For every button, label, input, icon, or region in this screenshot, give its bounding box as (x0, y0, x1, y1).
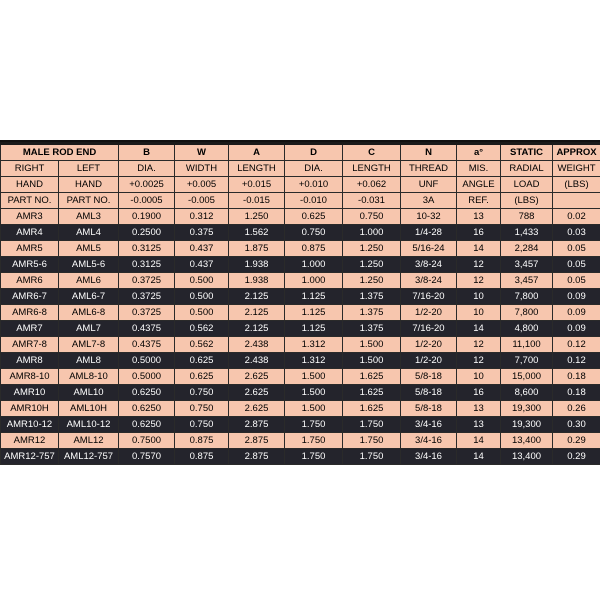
table-cell: 1.000 (343, 225, 401, 241)
header-cell: (LBS) (501, 193, 553, 209)
table-cell: 0.3125 (119, 257, 175, 273)
header-cell: LENGTH (343, 161, 401, 177)
table-cell: 0.30 (553, 417, 600, 433)
table-cell: 1.000 (285, 257, 343, 273)
table-cell: 0.875 (175, 433, 229, 449)
table-cell: 16 (457, 385, 501, 401)
table-cell: 1.750 (343, 449, 401, 465)
header-cell: -0.015 (229, 193, 285, 209)
header-row-2 (1, 161, 600, 177)
table-row (1, 321, 600, 337)
table-cell: 0.562 (175, 321, 229, 337)
table-cell: 1/4-28 (401, 225, 457, 241)
table-cell: 0.625 (175, 369, 229, 385)
left-hand-part-no: AML5-6 (59, 257, 119, 273)
table-cell: 1.938 (229, 273, 285, 289)
table-cell: 1.750 (285, 433, 343, 449)
table-cell: 0.09 (553, 289, 600, 305)
table-row (1, 401, 600, 417)
right-hand-part-no: AMR8 (1, 353, 59, 369)
header-cell: +0.010 (285, 177, 343, 193)
header-cell: MIS. (457, 161, 501, 177)
table-cell: 1/2-20 (401, 337, 457, 353)
header-row-4 (1, 193, 600, 209)
header-cell: REF. (457, 193, 501, 209)
table-cell: 3,457 (501, 273, 553, 289)
table-cell: 1.375 (343, 289, 401, 305)
table-cell: 1.625 (343, 385, 401, 401)
table-row (1, 273, 600, 289)
table-cell: 0.750 (285, 225, 343, 241)
table-cell: 0.750 (175, 385, 229, 401)
right-hand-part-no: AMR6-7 (1, 289, 59, 305)
left-hand-part-no: AML12 (59, 433, 119, 449)
header-cell: 3A (401, 193, 457, 209)
right-hand-part-no: AMR4 (1, 225, 59, 241)
header-b: B (119, 144, 175, 161)
table-cell: 0.18 (553, 369, 600, 385)
table-cell: 0.500 (175, 273, 229, 289)
right-hand-part-no: AMR6-8 (1, 305, 59, 321)
left-hand-part-no: AML3 (59, 209, 119, 225)
table-cell: 1.750 (285, 449, 343, 465)
table-cell: 7/16-20 (401, 321, 457, 337)
table-cell: 0.7570 (119, 449, 175, 465)
table-cell: 0.3725 (119, 273, 175, 289)
table-row (1, 433, 600, 449)
table-cell: 3/4-16 (401, 433, 457, 449)
table-cell: 1.500 (285, 385, 343, 401)
table-cell: 0.6250 (119, 385, 175, 401)
left-hand-part-no: AML7-8 (59, 337, 119, 353)
table-cell: 3/8-24 (401, 257, 457, 273)
table-cell: 0.4375 (119, 337, 175, 353)
header-w: W (175, 144, 229, 161)
table-cell: 0.500 (175, 305, 229, 321)
right-hand-part-no: AMR7-8 (1, 337, 59, 353)
header-angle: a° (457, 144, 501, 161)
table-cell: 4,800 (501, 321, 553, 337)
table-cell: 0.875 (285, 241, 343, 257)
header-approx: APPROX (553, 144, 600, 161)
table-cell: 10-32 (401, 209, 457, 225)
table-cell: 1.938 (229, 257, 285, 273)
table-cell: 1.250 (343, 241, 401, 257)
table-cell: 2.625 (229, 369, 285, 385)
table-cell: 0.750 (343, 209, 401, 225)
left-hand-part-no: AML7 (59, 321, 119, 337)
table-cell: 2.875 (229, 417, 285, 433)
header-c: C (343, 144, 401, 161)
left-hand-part-no: AML8 (59, 353, 119, 369)
table-cell: 13 (457, 417, 501, 433)
table-cell: 1.500 (285, 401, 343, 417)
table-cell: 14 (457, 241, 501, 257)
table-cell: 0.02 (553, 209, 600, 225)
left-hand-part-no: AML10H (59, 401, 119, 417)
table-cell: 10 (457, 305, 501, 321)
table-cell: 0.1900 (119, 209, 175, 225)
table-cell: 0.562 (175, 337, 229, 353)
right-hand-part-no: AMR5-6 (1, 257, 59, 273)
header-cell: DIA. (119, 161, 175, 177)
table-cell: 0.29 (553, 449, 600, 465)
table-cell: 0.2500 (119, 225, 175, 241)
table-cell: 1.125 (285, 289, 343, 305)
left-hand-part-no: AML6-7 (59, 289, 119, 305)
table-cell: 1.312 (285, 353, 343, 369)
table-cell: 13,400 (501, 433, 553, 449)
left-hand-part-no: AML6-8 (59, 305, 119, 321)
table-cell: 7,800 (501, 289, 553, 305)
table-body (1, 209, 600, 465)
table-header (1, 144, 600, 209)
table-cell: 0.3725 (119, 289, 175, 305)
left-hand-part-no: AML12-757 (59, 449, 119, 465)
table-cell: 1.000 (285, 273, 343, 289)
table-row (1, 225, 600, 241)
table-cell: 0.5000 (119, 353, 175, 369)
table-cell: 0.500 (175, 289, 229, 305)
table-cell: 0.09 (553, 305, 600, 321)
table-cell: 0.437 (175, 257, 229, 273)
table-cell: 19,300 (501, 401, 553, 417)
table-cell: 0.625 (175, 353, 229, 369)
table-cell: 7,700 (501, 353, 553, 369)
right-hand-part-no: AMR3 (1, 209, 59, 225)
header-cell: WIDTH (175, 161, 229, 177)
left-hand-part-no: AML5 (59, 241, 119, 257)
table-cell: 0.05 (553, 257, 600, 273)
header-cell: +0.005 (175, 177, 229, 193)
table-cell: 0.625 (285, 209, 343, 225)
table-cell: 19,300 (501, 417, 553, 433)
header-cell: ANGLE (457, 177, 501, 193)
table-cell: 2.438 (229, 337, 285, 353)
table-cell: 1.500 (285, 369, 343, 385)
table-cell: 12 (457, 353, 501, 369)
table-cell: 2.875 (229, 433, 285, 449)
table-cell: 0.5000 (119, 369, 175, 385)
header-d: D (285, 144, 343, 161)
right-hand-part-no: AMR7 (1, 321, 59, 337)
table-cell: 1.625 (343, 401, 401, 417)
table-cell: 0.26 (553, 401, 600, 417)
table-cell: 0.750 (175, 417, 229, 433)
header-cell: -0.031 (343, 193, 401, 209)
table-cell: 2.875 (229, 449, 285, 465)
table-cell: 11,100 (501, 337, 553, 353)
table-cell: 13 (457, 401, 501, 417)
left-hand-part-no: AML6 (59, 273, 119, 289)
table-row (1, 289, 600, 305)
left-hand-part-no: AML10 (59, 385, 119, 401)
header-cell: LEFT (59, 161, 119, 177)
header-cell: +0.015 (229, 177, 285, 193)
header-static: STATIC (501, 144, 553, 161)
table-cell: 1.250 (343, 273, 401, 289)
table-cell: 1.125 (285, 321, 343, 337)
table-cell: 1.500 (343, 353, 401, 369)
header-cell: HAND (1, 177, 59, 193)
table-cell: 0.29 (553, 433, 600, 449)
header-cell: DIA. (285, 161, 343, 177)
table-cell: 10 (457, 289, 501, 305)
table-cell: 1,433 (501, 225, 553, 241)
header-cell: -0.010 (285, 193, 343, 209)
table-cell: 2.625 (229, 401, 285, 417)
table-cell: 2.438 (229, 353, 285, 369)
header-cell: RIGHT (1, 161, 59, 177)
table-cell: 8,600 (501, 385, 553, 401)
table-cell: 14 (457, 449, 501, 465)
table-cell: 1.875 (229, 241, 285, 257)
table-cell: 0.18 (553, 385, 600, 401)
table-row (1, 449, 600, 465)
table-row (1, 385, 600, 401)
table-row (1, 369, 600, 385)
table-cell: 13 (457, 209, 501, 225)
right-hand-part-no: AMR10-12 (1, 417, 59, 433)
table-cell: 2.625 (229, 385, 285, 401)
table-cell: 0.875 (175, 449, 229, 465)
table-cell: 0.3125 (119, 241, 175, 257)
table-row (1, 305, 600, 321)
right-hand-part-no: AMR12 (1, 433, 59, 449)
table-cell: 1/2-20 (401, 353, 457, 369)
header-cell: -0.0005 (119, 193, 175, 209)
table-cell: 1.125 (285, 305, 343, 321)
left-hand-part-no: AML8-10 (59, 369, 119, 385)
right-hand-part-no: AMR10 (1, 385, 59, 401)
table-cell: 14 (457, 321, 501, 337)
table-cell: 2,284 (501, 241, 553, 257)
right-hand-part-no: AMR12-757 (1, 449, 59, 465)
table-cell: 0.03 (553, 225, 600, 241)
header-cell: WEIGHT (553, 161, 600, 177)
table-cell: 5/8-18 (401, 369, 457, 385)
header-cell: UNF (401, 177, 457, 193)
header-a: A (229, 144, 285, 161)
table-cell: 1.562 (229, 225, 285, 241)
rod-end-spec-table (0, 142, 600, 465)
right-hand-part-no: AMR10H (1, 401, 59, 417)
table-row (1, 209, 600, 225)
table-cell: 1.750 (343, 433, 401, 449)
table-cell: 1.312 (285, 337, 343, 353)
table-cell: 2.125 (229, 289, 285, 305)
header-cell: RADIAL (501, 161, 553, 177)
header-cell (553, 193, 600, 209)
header-cell: +0.062 (343, 177, 401, 193)
header-cell: LOAD (501, 177, 553, 193)
right-hand-part-no: AMR8-10 (1, 369, 59, 385)
header-cell: PART NO. (59, 193, 119, 209)
table-cell: 788 (501, 209, 553, 225)
table-cell: 0.05 (553, 273, 600, 289)
table-cell: 5/8-18 (401, 401, 457, 417)
table-cell: 0.05 (553, 241, 600, 257)
header-cell: LENGTH (229, 161, 285, 177)
table-cell: 7/16-20 (401, 289, 457, 305)
header-cell: PART NO. (1, 193, 59, 209)
table-cell: 12 (457, 273, 501, 289)
right-hand-part-no: AMR5 (1, 241, 59, 257)
table-cell: 15,000 (501, 369, 553, 385)
table-cell: 7,800 (501, 305, 553, 321)
table-cell: 1.250 (343, 257, 401, 273)
table-row (1, 337, 600, 353)
table-cell: 1.750 (285, 417, 343, 433)
table-cell: 0.7500 (119, 433, 175, 449)
header-n: N (401, 144, 457, 161)
table-cell: 16 (457, 225, 501, 241)
table-cell: 12 (457, 257, 501, 273)
table-cell: 1/2-20 (401, 305, 457, 321)
table-cell: 1.625 (343, 369, 401, 385)
table-row (1, 241, 600, 257)
header-cell: THREAD (401, 161, 457, 177)
table-cell: 5/8-18 (401, 385, 457, 401)
table-cell: 0.750 (175, 401, 229, 417)
header-cell: (LBS) (553, 177, 600, 193)
table-cell: 13,400 (501, 449, 553, 465)
table-cell: 3/4-16 (401, 417, 457, 433)
table-cell: 1.375 (343, 321, 401, 337)
table-cell: 10 (457, 369, 501, 385)
table-cell: 1.250 (229, 209, 285, 225)
table-cell: 0.6250 (119, 417, 175, 433)
left-hand-part-no: AML4 (59, 225, 119, 241)
table-cell: 0.6250 (119, 401, 175, 417)
header-cell: -0.005 (175, 193, 229, 209)
table-cell: 0.4375 (119, 321, 175, 337)
table-cell: 0.375 (175, 225, 229, 241)
table-cell: 0.312 (175, 209, 229, 225)
table-cell: 2.125 (229, 305, 285, 321)
header-row-3 (1, 177, 600, 193)
header-cell: HAND (59, 177, 119, 193)
table-row (1, 257, 600, 273)
table-cell: 0.12 (553, 337, 600, 353)
table-cell: 5/16-24 (401, 241, 457, 257)
table-row (1, 417, 600, 433)
table-cell: 1.750 (343, 417, 401, 433)
table-cell: 3/4-16 (401, 449, 457, 465)
table-row (1, 353, 600, 369)
table-cell: 1.375 (343, 305, 401, 321)
table-cell: 0.09 (553, 321, 600, 337)
table-cell: 12 (457, 337, 501, 353)
table-cell: 1.500 (343, 337, 401, 353)
right-hand-part-no: AMR6 (1, 273, 59, 289)
left-hand-part-no: AML10-12 (59, 417, 119, 433)
header-cell: +0.0025 (119, 177, 175, 193)
table-cell: 2.125 (229, 321, 285, 337)
table-cell: 0.3725 (119, 305, 175, 321)
table-cell: 3,457 (501, 257, 553, 273)
table-cell: 3/8-24 (401, 273, 457, 289)
table-cell: 14 (457, 433, 501, 449)
table-cell: 0.12 (553, 353, 600, 369)
table-cell: 0.437 (175, 241, 229, 257)
header-row-1 (1, 144, 600, 161)
header-male-rod-end: MALE ROD END (1, 144, 119, 161)
